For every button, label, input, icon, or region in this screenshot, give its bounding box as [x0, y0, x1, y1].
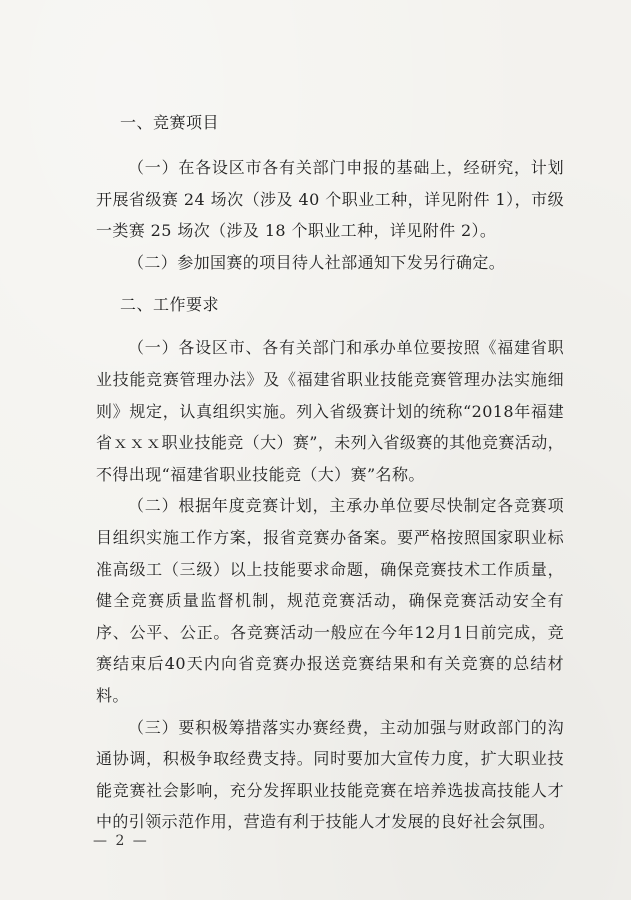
section-2-paragraph-2: （二）根据年度竞赛计划，主承办单位要尽快制定各竞赛项目组织实施工作方案，报省竞赛办备案。要严格按照国家职业标准高级工（三级）以上技能要求命题，确保竞赛技术工作质量，健全竞赛质量监督机制，规范竞赛活动，确保竞赛活动安全有序、公平、公正。各竞赛活动一般应在今年12月1日前完成，竞赛结束后40天内向省竞赛办报送竞赛结果和有关竞赛的总结材料。 [96, 496, 564, 705]
section-2-paragraph-1: （一）各设区市、各有关部门和承办单位要按照《福建省职业技能竞赛管理办法》及《福建省职业技能竞赛管理办法实施细则》规定，认真组织实施。列入省级赛计划的统称“2018年福建省ｘｘｘ职业技能竞（大）赛”，未列入省级赛的其他竞赛活动，不得出现“福建省职业技能竞（大）赛”名称。 [96, 338, 564, 484]
section-2-paragraph-3: （三）要积极筹措落实办赛经费，主动加强与财政部门的沟通协调，积极争取经费支持。同时要加大宣传力度，扩大职业技能竞赛社会影响，充分发挥职业技能竞赛在培养选拔高技能人才中的引领示范作用，营造有利于技能人才发展的良好社会氛围。 [96, 717, 564, 832]
page-number: — 2 — [93, 833, 149, 849]
section-1-paragraph-1: （一）在各设区市各有关部门申报的基础上，经研究，计划开展省级赛 24 场次（涉及 40 个职业工种，详见附件 1），市级一类赛 25 场次（涉及 18 个职业工种，详见附件 2）。 [96, 158, 564, 241]
section-1-paragraph-2: （二）参加国赛的项目待人社部通知下发另行确定。 [128, 252, 506, 272]
document-body [96, 112, 564, 838]
section-2-heading: 二、工作要求 [120, 295, 220, 315]
section-1-heading: 一、竞赛项目 [120, 113, 220, 132]
